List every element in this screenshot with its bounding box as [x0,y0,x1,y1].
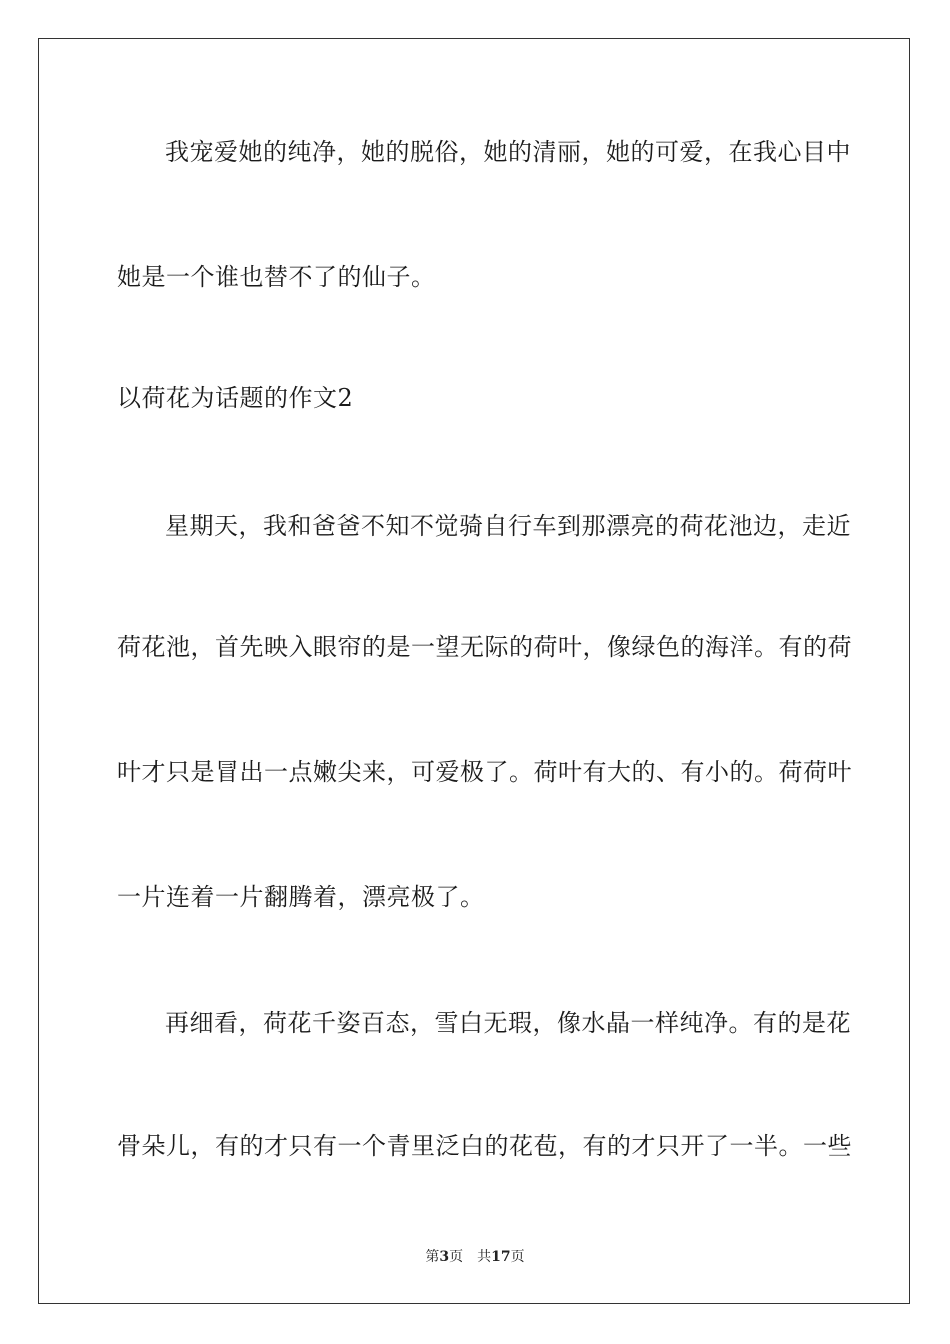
paragraph-line: 星期天，我和爸爸不知不觉骑自行车到那漂亮的荷花池边，走近 [165,512,851,540]
total-suffix: 页 [510,1249,525,1265]
total-pages: 17 [491,1249,511,1265]
page-border [38,38,910,1304]
page-footer [0,1248,950,1266]
page-prefix: 第 [425,1249,440,1265]
paragraph-line: 我宠爱她的纯净，她的脱俗，她的清丽，她的可爱，在我心目中 [165,138,851,166]
paragraph-line: 骨朵儿，有的才只有一个青里泛白的花苞，有的才只开了一半。一些 [117,1132,852,1160]
paragraph-line: 她是一个谁也替不了的仙子。 [117,263,436,291]
paragraph-line: 荷花池，首先映入眼帘的是一望无际的荷叶，像绿色的海洋。有的荷 [117,633,852,661]
section-heading: 以荷花为话题的作文2 [117,384,354,412]
paragraph-line: 再细看，荷花千姿百态，雪白无瑕，像水晶一样纯净。有的是花 [165,1009,851,1037]
total-prefix: 共 [477,1249,492,1265]
paragraph-line: 叶才只是冒出一点嫩尖来，可爱极了。荷叶有大的、有小的。荷荷叶 [117,758,852,786]
page-number: 3 [439,1249,450,1265]
paragraph-line: 一片连着一片翻腾着，漂亮极了。 [117,883,485,911]
page-suffix: 页 [449,1249,464,1265]
